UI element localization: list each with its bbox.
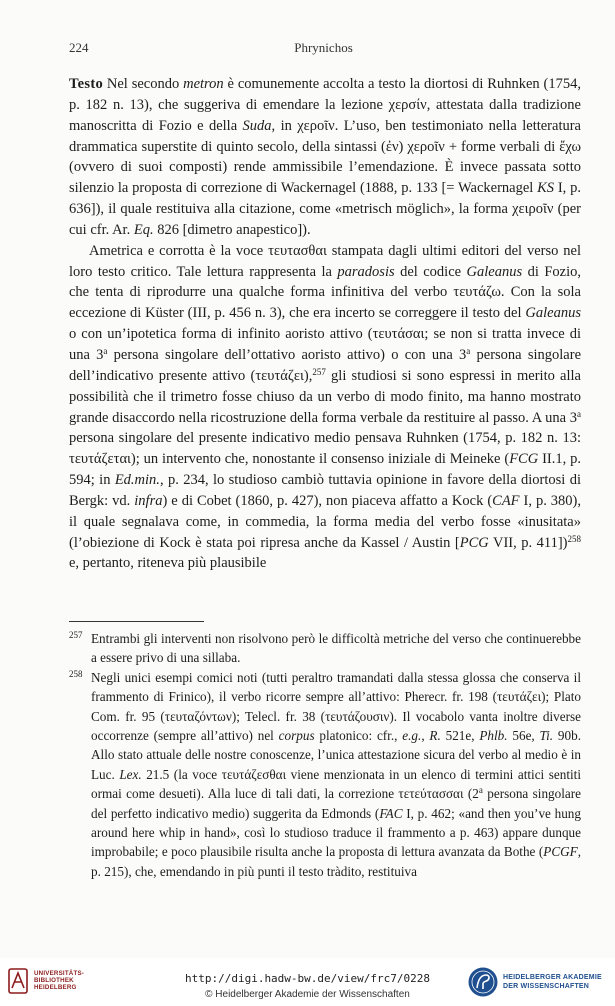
footnote-257	[69, 629, 581, 668]
text-run: persona singolare del perfetto indicativo medio) suggerita da Edmonds (	[91, 786, 581, 821]
footnote-258	[69, 668, 581, 881]
text-run: VII, p. 411])	[488, 534, 568, 551]
text-run: o con un’ipotetica forma di infinito aoristo attivo (τευτάσαι; se non si tratta invece di una 3	[69, 326, 581, 363]
text-run: II.1, p. 594; in	[69, 451, 581, 489]
library-name-line: UNIVERSITÄTS-	[34, 970, 85, 977]
library-name-line: HEIDELBERG	[34, 984, 77, 992]
paragraph-ametrica	[69, 241, 581, 575]
superscript: a	[103, 345, 108, 356]
text-run: e, pertanto, riteneva più plausibile	[69, 555, 267, 572]
italic-term: infra	[134, 492, 163, 509]
footnote-divider	[69, 621, 204, 622]
italic-term: metron	[183, 76, 224, 92]
italic-term: PCG	[459, 534, 489, 551]
superscript: a	[478, 785, 483, 796]
italic-term: Ed.min.	[114, 472, 160, 489]
footnote-number: 257	[69, 630, 83, 640]
italic-term: Galeanus	[525, 305, 581, 322]
text-run: Negli unici esempi comici noti (tutti peraltro tramandati dalla stessa glossa che conserva il frammento di Frinico), il verbo ricorre sempre all’attivo: Pherecr. fr. 198 (τευτάζει); Plato Com. fr. 95 (τευταζόντων); Telecl. fr. 38 (τευτάζουσιν). Il vocabolo vanta inoltre diverse occorrenze (sempre all’attivo) nel	[91, 669, 581, 744]
section-lead: Testo	[69, 76, 103, 92]
text-run: gli studiosi si sono espressi in merito alla possibilità che il trimetro fosse chiuso da un verbo di modo finito, ma hanno mostrato grande disaccordo nella ricostruzione della forma verbale da restituire al passo. A una 3	[69, 367, 581, 426]
copyright-notice: © Heidelberger Akademie der Wissenschaften	[205, 989, 410, 1000]
italic-term: Ti.	[539, 728, 554, 744]
italic-term: FAC	[379, 805, 403, 821]
running-head	[69, 40, 578, 58]
academy-name	[503, 974, 602, 991]
paragraph-testo	[69, 74, 581, 241]
italic-term: Suda	[242, 117, 272, 134]
text-run: I, p. 380), il quale segnalava come, in commedia, la forma media del verbo fosse «inusitata» (l’obiezione di Kock è stata poi ripresa anche da Kassel / Austin [	[69, 492, 581, 551]
text-run: 90b. Allo stato attuale delle nostre conoscenze, l’unica attestazione sicura del verbo al medio è in Luc.	[91, 728, 581, 782]
permalink-url[interactable]: http://digi.hadw-bw.de/view/frc7/0228	[184, 972, 431, 985]
text-run: è comunemente accolta a testo la diortosi di Ruhnken (1754, p. 182 n. 13), che suggeriva di emendare la lezione χερσίν, attestata dalla tradizione manoscritta di Fozio e della	[69, 76, 581, 134]
library-name-line: BIBLIOTHEK	[34, 977, 74, 985]
text-run: 56e,	[507, 728, 540, 744]
italic-term: Lex.	[119, 766, 142, 782]
italic-term: corpus	[278, 728, 315, 744]
text-run: I, p. 636]), il quale restituiva alla citazione, come «metrisch möglich», la forma χειροῖν (per cui cfr. Ar.	[69, 180, 581, 238]
italic-term: Phlb.	[479, 728, 508, 744]
academy-seal-icon	[467, 966, 499, 998]
text-run: ,	[421, 728, 430, 744]
text-run: , p. 215), che, emendando in più punti il testo tràdito, restituiva	[91, 844, 581, 879]
academy-logo[interactable]	[467, 966, 607, 998]
text-run: persona singolare dell’ottativo aoristo attivo) o con una 3	[107, 346, 467, 363]
superscript: a	[466, 345, 471, 356]
superscript: a	[577, 408, 581, 419]
running-title: Phrynichos	[294, 40, 353, 55]
text-run: di Fozio, che tenta di riprodurre una qualche forma infinitiva del verbo τευτάζω. Con la sola eccezione di Küster (III, p. 456 n. 3), che era incerto se correggere il testo del	[69, 263, 581, 322]
text-run: Nel secondo	[103, 76, 184, 92]
italic-term: PCGF	[543, 844, 578, 860]
footnote-ref-257[interactable]: 257	[312, 366, 326, 377]
italic-term: Eq.	[133, 221, 154, 238]
footnote-number: 258	[69, 668, 83, 679]
academy-name-line: HEIDELBERGER AKADEMIE	[503, 974, 602, 981]
footnote-ref-258[interactable]: 258	[567, 533, 581, 544]
text-run: I, p. 462; «and then you’ve hung around here whip in hand», così lo studioso traduce il frammento a p. 463) appare dunque improbabile; e poco plausibile risulta anche la proposta di lettura avanzata da Bothe (	[91, 805, 581, 860]
footnote-text: Entrambi gli interventi non risolvono però le difficoltà metriche del verso che continuerebbe a essere privo di una sillaba.	[91, 631, 581, 666]
text-run: platonico: cfr.,	[314, 728, 403, 744]
main-text	[69, 74, 581, 574]
academy-name-line: DER WISSENSCHAFTEN	[503, 982, 590, 990]
text-run: 521e,	[440, 728, 480, 744]
text-run: del codice	[394, 263, 467, 280]
italic-term: CAF	[492, 492, 520, 509]
text-run: persona singolare del presente indicativo medio pensava Ruhnken (1754, p. 182 n. 13: τευτάζεται); un intervento che, nonostante il consenso iniziale di Meineke (	[69, 430, 581, 468]
text-run: 21.5 (la voce τευτάζεσθαι viene menzionata in un elenco di termini attici sentiti ormai come desueti). Alla luce di tali dati, la correzione τετεύτασσαι (2	[91, 766, 581, 802]
italic-term: Galeanus	[466, 263, 523, 280]
italic-term: FCG	[509, 451, 539, 468]
italic-term: KS	[537, 180, 555, 197]
text-run: persona singolare dell’indicativo presente attivo (τευτάζει),	[69, 346, 581, 384]
text-run: Ametrica e corrotta è la voce τευτασθαι stampata dagli ultimi editori del verso nel loro testo critico. Tale lettura rappresenta la	[69, 242, 581, 280]
text-run: , in χεροῖν. L’uso, ben testimoniato nella letteratura drammatica superstite di quinto secolo, della sintassi (ἐν) χεροῖν + forme verbali di ἔχω (ovvero di suoi composti) rende ammissibile l’emendazione. È invece passata sotto silenzio la proposta di correzione di Wackernagel (1888, p. 133 [= Wackernagel	[69, 117, 581, 197]
text-run: , p. 234, lo studioso cambiò tuttavia opinione in favore della diortosi di Bergk: vd.	[69, 472, 581, 509]
text-run: 826 [dimetro anapestico]).	[153, 221, 311, 238]
viewer-footer	[0, 958, 615, 1006]
italic-term: paradosis	[337, 263, 395, 280]
footnotes	[69, 629, 581, 881]
page-number: 224	[69, 40, 89, 55]
italic-term: R.	[429, 728, 441, 744]
text-run: ) e di Cobet (1860, p. 427), non piaceva affatto a Kock (	[162, 492, 493, 509]
italic-term: e.g.	[402, 728, 422, 744]
